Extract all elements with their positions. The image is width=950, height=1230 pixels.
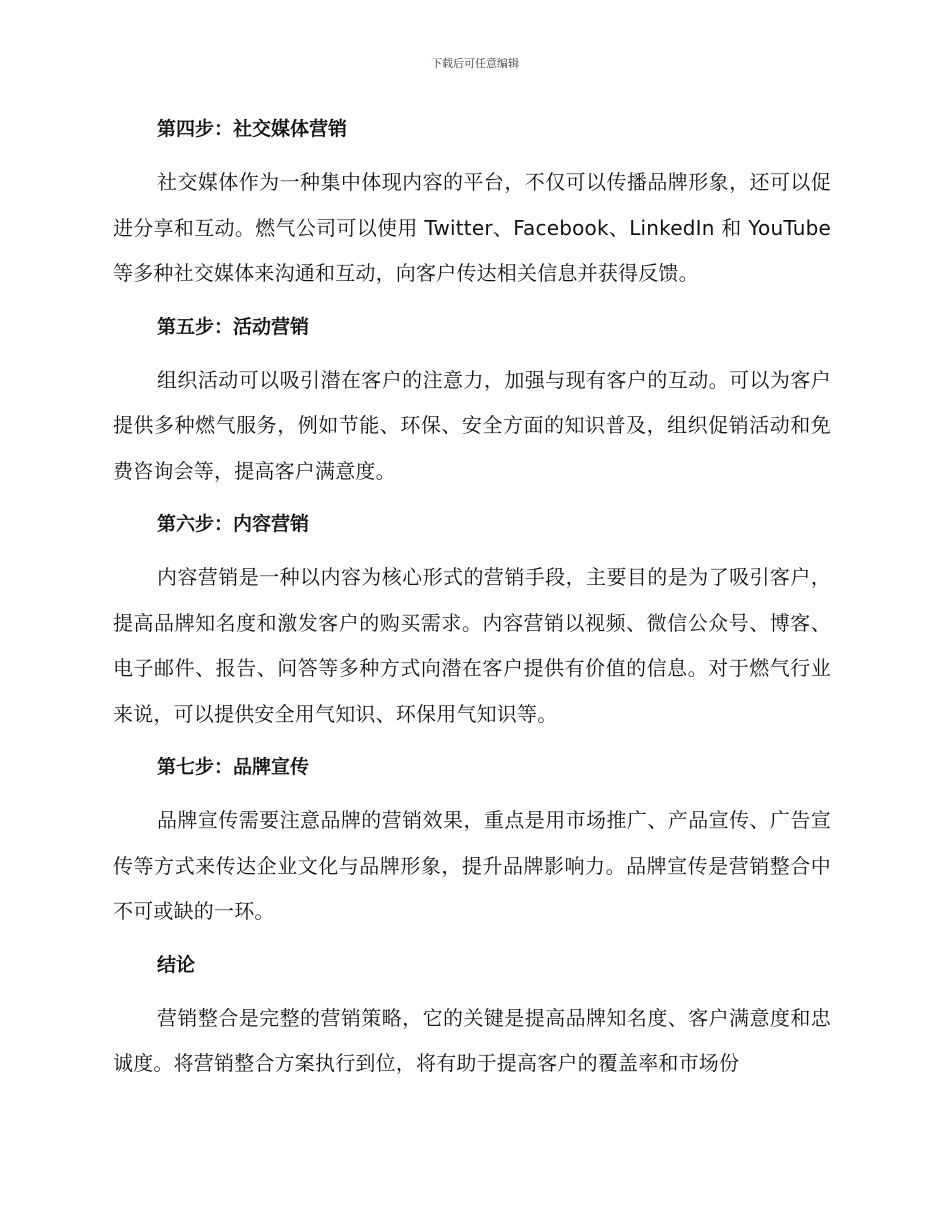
section-heading: 第四步：社交媒体营销 xyxy=(157,118,348,140)
section-heading: 第六步：内容营销 xyxy=(157,513,310,535)
section-heading: 第七步：品牌宣传 xyxy=(157,756,310,778)
section-paragraph: 组织活动可以吸引潜在客户的注意力，加强与现有客户的互动。可以为客户提供多种燃气服务，例如节能、环保、安全方面的知识普及，组织促销活动和免费咨询会等，提高客户满意度。 xyxy=(113,367,831,483)
document-body xyxy=(113,110,831,1087)
section-paragraph: 品牌宣传需要注意品牌的营销效果，重点是用市场推广、产品宣传、广告宣传等方式来传达企业文化与品牌形象，提升品牌影响力。品牌宣传是营销整合中不可或缺的一环。 xyxy=(113,808,831,923)
section-step-5 xyxy=(113,308,831,506)
page-header-note: 下载后可任意编辑 xyxy=(431,57,519,70)
section-conclusion xyxy=(113,946,831,1087)
section-step-4 xyxy=(113,110,831,308)
section-step-7 xyxy=(113,748,831,946)
section-heading: 结论 xyxy=(157,953,196,976)
section-step-6 xyxy=(113,505,831,748)
section-paragraph: 营销整合是完整的营销策略，它的关键是提高品牌知名度、客户满意度和忠诚度。将营销整合方案执行到位，将有助于提高客户的覆盖率和市场份 xyxy=(113,1005,831,1075)
section-paragraph: 社交媒体作为一种集中体现内容的平台，不仅可以传播品牌形象，还可以促进分享和互动。燃气公司可以使用 Twitter、Facebook、LinkedIn 和 YouTube 等多种社交媒体来沟通和互动，向客户传达相关信息并获得反馈。 xyxy=(113,170,831,285)
section-heading: 第五步：活动营销 xyxy=(157,315,310,338)
section-paragraph: 内容营销是一种以内容为核心形式的营销手段，主要目的是为了吸引客户，提高品牌知名度和激发客户的购买需求。内容营销以视频、微信公众号、博客、电子邮件、报告、问答等多种方式向潜在客户提供有价值的信息。对于燃气行业来说，可以提供安全用气知识、环保用气知识等。 xyxy=(113,565,831,726)
